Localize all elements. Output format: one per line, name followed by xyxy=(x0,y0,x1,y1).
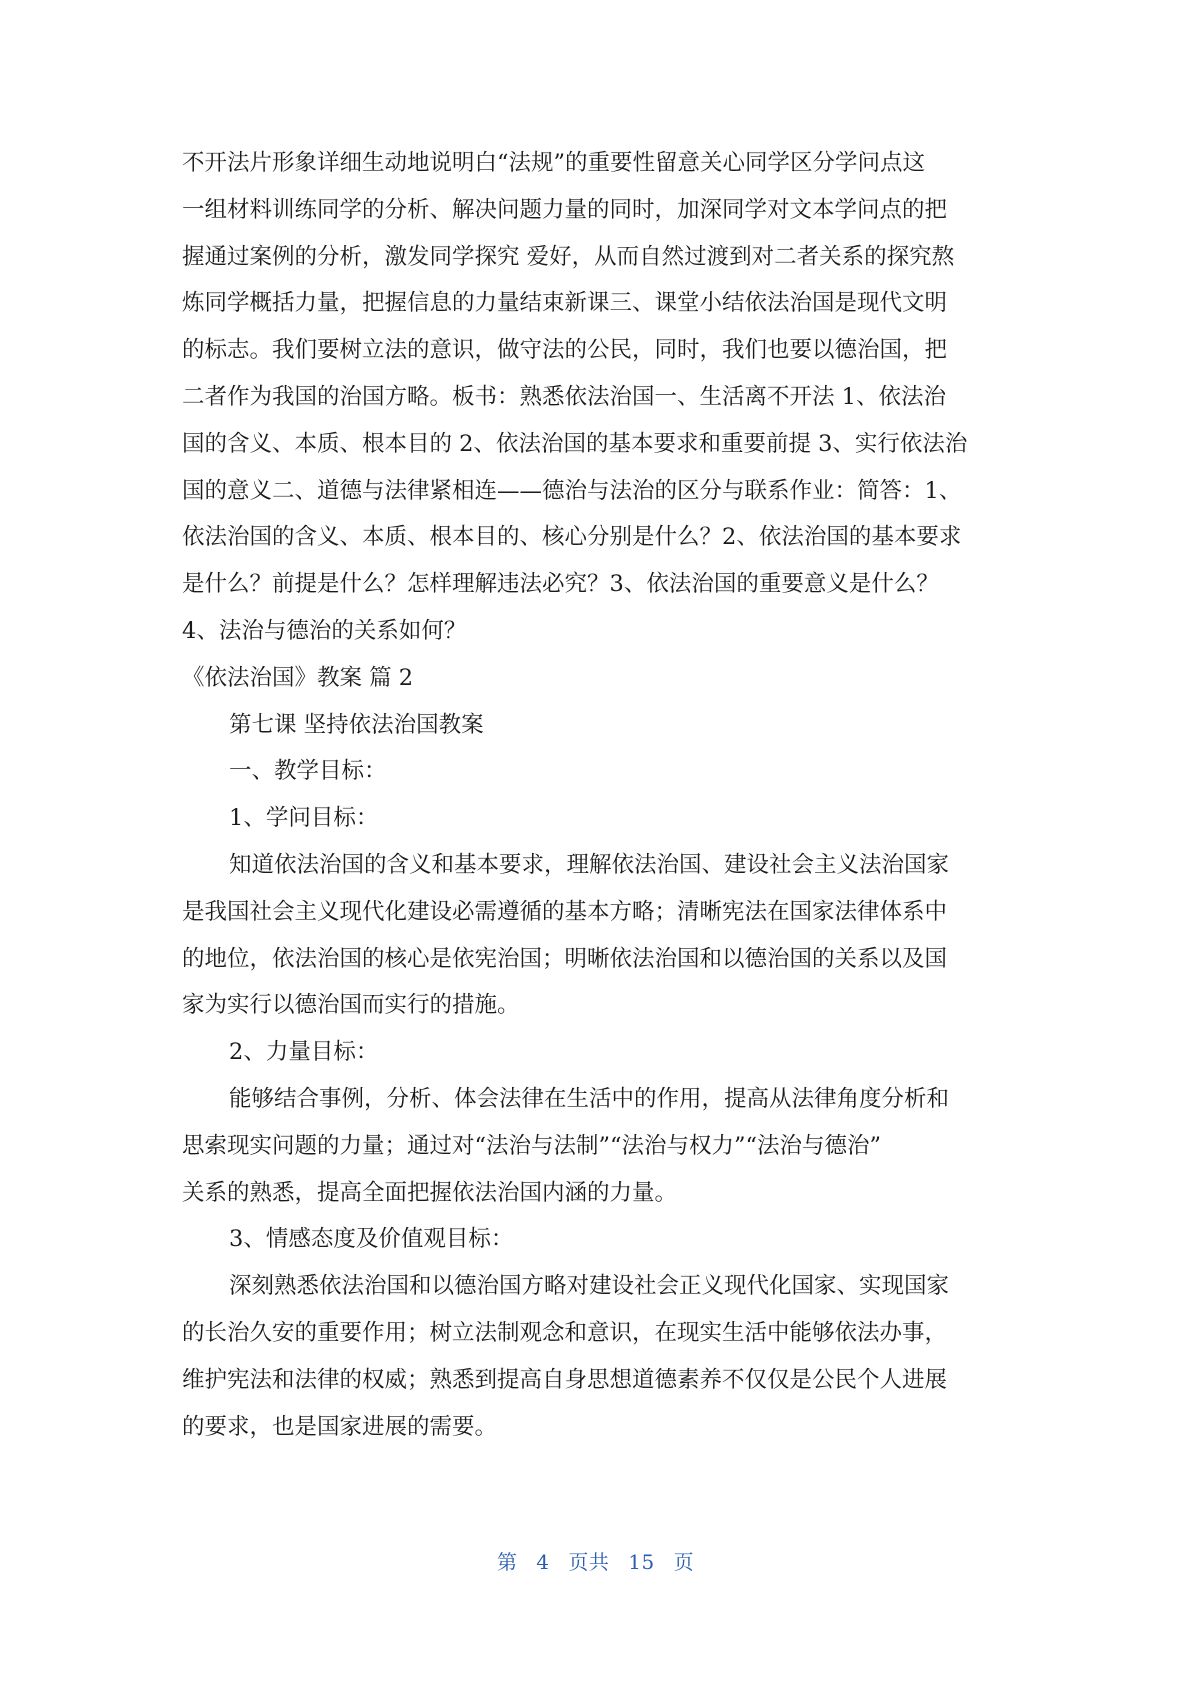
text-line: 一组材料训练同学的分析、解决问题力量的同时，加深同学对文本学问点的把 xyxy=(182,196,948,223)
subheading-teaching-goals: 一、教学目标： xyxy=(229,758,387,785)
text-line: 的要求，也是国家进展的需要。 xyxy=(182,1413,498,1440)
footer-middle: 页共 xyxy=(568,1550,610,1574)
section-heading: 《依法治国》教案 篇 2 xyxy=(182,664,414,691)
text-line: 二者作为我国的治国方略。板书：熟悉依法治国一、生活离不开法 1、依法治 xyxy=(182,383,946,410)
text-line: 握通过案例的分析，激发同学探究 爱好，从而自然过渡到对二者关系的探究熬 xyxy=(182,243,955,270)
subheading-knowledge-goals: 1、学问目标： xyxy=(229,805,379,832)
text-line: 是什么？前提是什么？怎样理解违法必究？3、依法治国的重要意义是什么？ xyxy=(182,571,939,598)
footer-suffix: 页 xyxy=(673,1550,695,1574)
text-line: 的地位，依法治国的核心是依宪治国；明晰依法治国和以德治国的关系以及国 xyxy=(182,945,948,972)
current-page-number: 4 xyxy=(536,1550,550,1574)
text-line: 国的意义二、道德与法律紧相连——德治与法治的区分与联系作业：简答：1、 xyxy=(182,477,962,504)
subheading-values-goals: 3、情感态度及价值观目标： xyxy=(229,1226,514,1253)
total-page-count: 15 xyxy=(628,1550,655,1574)
text-line: 4、法治与德治的关系如何？ xyxy=(182,617,467,644)
text-line: 依法治国的含义、本质、根本目的、核心分别是什么？2、依法治国的基本要求 xyxy=(182,524,962,551)
text-line: 的标志。我们要树立法的意识，做守法的公民，同时，我们也要以德治国，把 xyxy=(182,337,948,364)
text-line: 家为实行以德治国而实行的措施。 xyxy=(182,992,520,1019)
text-line: 思索现实问题的力量；通过对“法治与法制”“法治与权力”“法治与德治” xyxy=(182,1132,882,1159)
lesson-title: 第七课 坚持依法治国教案 xyxy=(229,711,484,738)
text-line: 是我国社会主义现代化建设必需遵循的基本方略；清晰宪法在国家法律体系中 xyxy=(182,898,948,925)
text-line: 维护宪法和法律的权威；熟悉到提高自身思想道德素养不仅仅是公民个人进展 xyxy=(182,1366,948,1393)
subheading-ability-goals: 2、力量目标： xyxy=(229,1039,379,1066)
text-line: 炼同学概括力量，把握信息的力量结束新课三、课堂小结依法治国是现代文明 xyxy=(182,290,948,317)
text-line: 知道依法治国的含义和基本要求，理解依法治国、建设社会主义法治国家 xyxy=(229,851,950,878)
text-line: 能够结合事例，分析、体会法律在生活中的作用，提高从法律角度分析和 xyxy=(229,1085,950,1112)
page-footer xyxy=(0,1548,1191,1576)
text-line: 国的含义、本质、根本目的 2、依法治国的基本要求和重要前提 3、实行依法治 xyxy=(182,430,968,457)
text-line: 深刻熟悉依法治国和以德治国方略对建设社会正义现代化国家、实现国家 xyxy=(229,1273,950,1300)
document-body xyxy=(182,140,1018,1450)
text-line: 的长治久安的重要作用；树立法制观念和意识，在现实生活中能够依法办事， xyxy=(182,1319,948,1346)
footer-prefix: 第 xyxy=(496,1550,518,1574)
text-line: 不开法片形象详细生动地说明白“法规”的重要性留意关心同学区分学问点这 xyxy=(182,150,926,176)
text-line: 关系的熟悉，提高全面把握依法治国内涵的力量。 xyxy=(182,1179,678,1206)
